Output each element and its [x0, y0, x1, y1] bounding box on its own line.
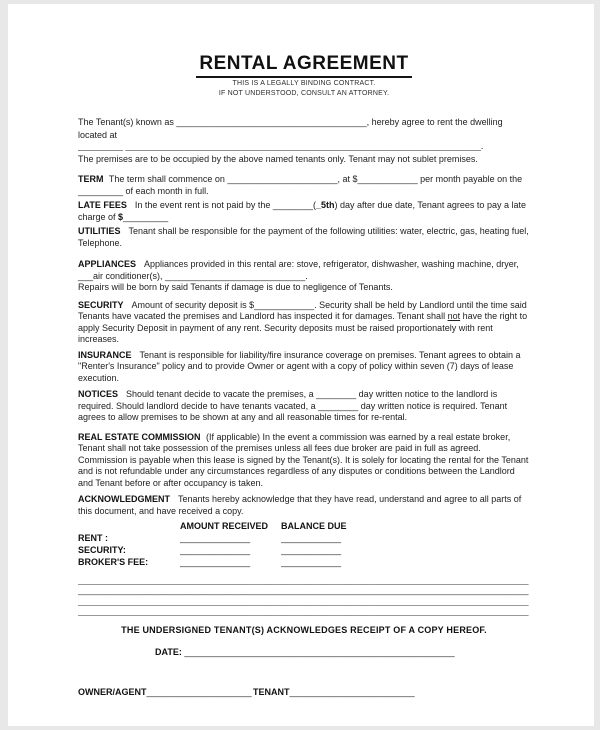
utilities-label: UTILITIES — [78, 226, 121, 236]
acknowledgment-label: ACKNOWLEDGMENT — [78, 494, 170, 504]
owner-agent-blank: _____________________ — [146, 687, 252, 698]
acknowledgment-text: Tenants hereby acknowledge that they have read, understand and agree to all parts of this document, and have received a copy. — [78, 494, 522, 516]
term-text: The term shall commence on ______________________, at $____________ per month payable on the _________ of each month in full. — [78, 174, 523, 196]
real-estate-commission-label: REAL ESTATE COMMISSION — [78, 431, 201, 442]
tenant-signature — [253, 686, 415, 698]
undersigned-statement: THE UNDERSIGNED TENANT(S) ACKNOWLEDGES RECEIPT OF A COPY HEREOF. — [121, 625, 487, 636]
blank-line: __________________________________________________________________________________________ — [78, 585, 529, 596]
payment-table-header — [78, 520, 530, 532]
insurance-label: INSURANCE — [78, 349, 132, 360]
tenant-blank: _________________________ — [289, 687, 415, 698]
security-row-label: SECURITY: — [78, 545, 126, 555]
section-utilities — [78, 226, 530, 249]
late-fees-5th: _5th — [315, 200, 335, 210]
subtitle-line-1: THIS IS A LEGALLY BINDING CONTRACT. — [232, 80, 376, 87]
section-term — [78, 174, 530, 197]
document-page — [8, 4, 594, 726]
appliances-label: APPLIANCES — [78, 259, 137, 269]
security-amount-blank: ______________ — [180, 545, 251, 555]
rent-amount-blank: ______________ — [180, 533, 251, 543]
tenant-label: TENANT — [253, 687, 290, 698]
security-label: SECURITY — [78, 299, 124, 310]
late-fees-dollar: $ — [118, 211, 124, 222]
signature-row — [78, 686, 530, 698]
blank-line: __________________________________________________________________________________________ — [78, 595, 529, 606]
rent-balance-blank: ____________ — [281, 533, 342, 543]
blank-line: __________________________________________________________________________________________ — [78, 605, 529, 616]
security-balance-blank: ____________ — [281, 545, 342, 555]
section-real-estate-commission — [78, 432, 530, 490]
located-at-label: located at — [78, 129, 118, 140]
subtitle-line-2: IF NOT UNDERSTOOD, CONSULT AN ATTORNEY. — [218, 90, 390, 97]
security-not-underlined: not — [447, 311, 461, 321]
owner-agent-signature — [78, 686, 253, 698]
section-appliances — [78, 259, 530, 294]
amount-received-header: AMOUNT RECEIVED — [180, 521, 269, 531]
section-insurance — [78, 350, 530, 385]
section-security — [78, 300, 530, 346]
section-notices — [78, 389, 530, 424]
security-text-1: Amount of security deposit is $____________. Security shall be held by Landlord until the time said Tenants have vacated the premises and Landlord has inspected it for damages. Tenant shall — [78, 299, 527, 321]
tenant-name-line: The Tenant(s) known as ______________________________________, hereby agree to rent the dwelling — [78, 117, 503, 127]
table-row-brokers-fee — [78, 556, 530, 568]
utilities-text: Tenant shall be responsible for the payment of the following utilities: water, electric, gas, heating fuel, Telephone. — [78, 226, 529, 248]
brokers-fee-amount-blank: ______________ — [180, 557, 251, 567]
address-blank-line: _________ _______________________________________________________________________. — [78, 141, 484, 151]
late-fees-text-2: ) day after due date, Tenant agrees to pay a late charge of — [78, 200, 526, 222]
insurance-text: Tenant is responsible for liability/fire insurance coverage on premises. Tenant agrees to obtain a "Renter's Insurance" policy and to provide Owner or agent with a copy of policy within seven (7) days of lease execution. — [78, 349, 521, 383]
owner-agent-label: OWNER/AGENT — [78, 687, 147, 698]
date-blank: ______________________________________________________ — [184, 647, 455, 658]
table-row-security — [78, 544, 530, 556]
document-header — [78, 53, 530, 98]
notices-label: NOTICES — [78, 389, 119, 399]
late-fees-blank: _________ — [123, 211, 169, 222]
section-acknowledgment — [78, 494, 530, 517]
document-title: RENTAL AGREEMENT — [196, 53, 411, 78]
premises-clause: The premises are to be occupied by the above named tenants only. Tenant may not sublet premises. — [78, 154, 478, 164]
payment-table — [78, 520, 530, 568]
notes-blank-lines — [78, 575, 530, 616]
blank-line: __________________________________________________________________________________________ — [78, 575, 529, 585]
brokers-fee-row-label: BROKER'S FEE: — [78, 557, 149, 567]
intro-paragraph — [78, 116, 530, 141]
appliances-repairs-text: Repairs will be born by said Tenants if damage is due to negligence of Tenants. — [78, 282, 393, 292]
date-line — [78, 646, 530, 658]
balance-due-header: BALANCE DUE — [281, 521, 347, 531]
brokers-fee-balance-blank: ____________ — [281, 557, 342, 567]
date-label: DATE: — [155, 647, 182, 658]
real-estate-commission-text: (If applicable) In the event a commission was earned by a real estate broker, Tenant shall not take possession of the premises unless all fees due broker are paid in full as agreed. Commission is payable when this lease is signed by the Tenant(s). It is solely for locating the rental for the Tenant and is not refundable under any circumstances regardless of any disputes or conditions between the Landlord and Tenant before or after occupancy is taken. — [78, 431, 529, 488]
section-late-fees — [78, 200, 530, 223]
notices-text: Should tenant decide to vacate the premises, a ________ day written notice to the landlord is required. Should landlord decide to have tenants vacated, a ________ day written notice is required. Tenant agrees to allow premises to be shown at any and all reasonable times for re-rental. — [78, 389, 508, 422]
term-label: TERM — [78, 174, 104, 184]
rent-row-label: RENT : — [78, 533, 108, 543]
late-fees-text-1: In the event rent is not paid by the ________( — [134, 200, 316, 210]
table-row-rent — [78, 532, 530, 544]
appliances-text: Appliances provided in this rental are: stove, refrigerator, dishwasher, washing machine, dryer, ___air conditioner(s), ____________________________. — [78, 259, 519, 281]
late-fees-label: LATE FEES — [78, 200, 127, 210]
security-text-2: have the right to apply Security Deposit in payment of any rent. Security deposits must be raised proportionately with rent increases. — [78, 311, 528, 344]
